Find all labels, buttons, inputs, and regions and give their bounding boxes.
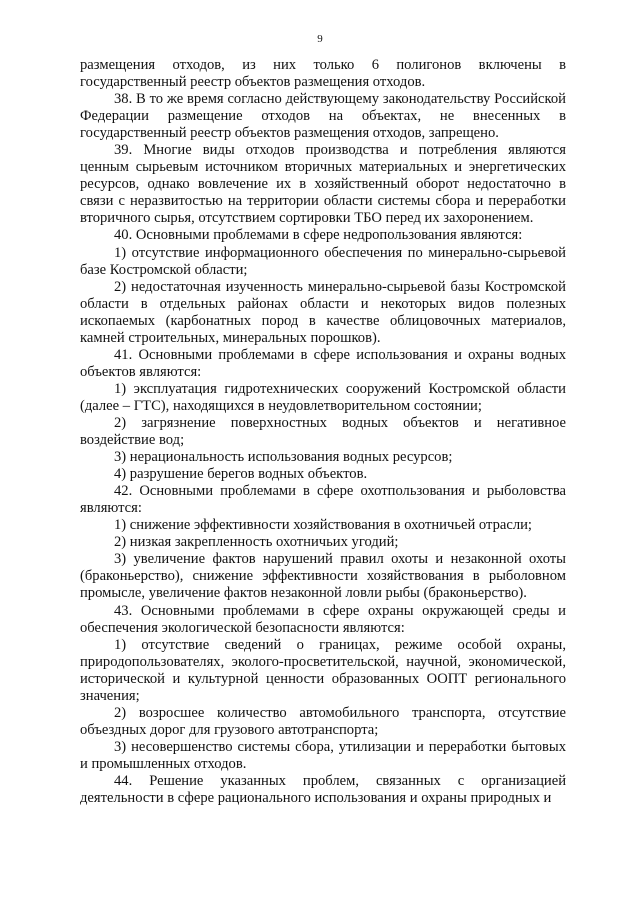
page-body [80,57,566,807]
paragraph: 1) отсутствие сведений о границах, режиме особой охраны, природопользователях, эколого-просветительской, научной, экономической, исторической и культурной ценности образованных ООПТ регионального значения; [80,636,566,704]
paragraph: 4) разрушение берегов водных объектов. [114,466,368,483]
paragraph: 2) возросшее количество автомобильного транспорта, отсутствие объездных дорог для грузового автотранспорта; [80,704,566,738]
paragraph: 1) эксплуатация гидротехнических сооружений Костромской области (далее – ГТС), находящихся в неудовлетворительном состоянии; [80,380,566,414]
paragraph: размещения отходов, из них только 6 полигонов включены в государственный реестр объектов размещения отходов. [80,57,566,91]
paragraph: 44. Решение указанных проблем, связанных с организацией деятельности в сфере рационального использования и охраны природных и [80,772,566,807]
paragraph: 3) увеличение фактов нарушений правил охоты и незаконной охоты (браконьерство), снижение эффективности хозяйствования в рыболовном промысле, увеличение фактов незаконной ловли рыбы (браконьерство). [80,551,566,602]
paragraph: 38. В то же время согласно действующему законодательству Российской Федерации размещение отходов на объектах, не внесенных в государственный реестр объектов размещения отходов, запрещено. [80,91,566,142]
paragraph: 39. Многие виды отходов производства и потребления являются ценным сырьевым источником вторичных материальных и энергетических ресурсов, однако вовлечение их в хозяйственный оборот недостаточно в связи с неразвитостью на территории области системы сбора и переработки вторичного сырья, отсутствием сортировки ТБО перед их захоронением. [80,142,566,227]
page-number: 9 [317,33,323,45]
paragraph: 41. Основными проблемами в сфере использования и охраны водных объектов являются: [80,346,566,380]
paragraph: 3) нерациональность использования водных ресурсов; [114,449,453,466]
paragraph: 42. Основными проблемами в сфере охотпользования и рыболовства являются: [80,483,566,517]
paragraph: 2) низкая закрепленность охотничьих угодий; [114,534,399,551]
paragraph: 2) недостаточная изученность минерально-сырьевой базы Костромской области в отдельных районах области и некоторых видов полезных ископаемых (карбонатных пород в качестве облицовочных материалов, камней строительных, минеральных порошков). [80,278,566,346]
paragraph: 1) отсутствие информационного обеспечения по минерально-сырьевой базе Костромской области; [80,244,566,278]
paragraph: 40. Основными проблемами в сфере недропользования являются: [114,227,523,244]
paragraph: 43. Основными проблемами в сфере охраны окружающей среды и обеспечения экологической безопасности являются: [80,602,566,636]
paragraph: 1) снижение эффективности хозяйствования в охотничьей отрасли; [114,517,532,534]
paragraph: 2) загрязнение поверхностных водных объектов и негативное воздействие вод; [80,414,566,449]
paragraph: 3) несовершенство системы сбора, утилизации и переработки бытовых и промышленных отходов. [80,738,566,772]
